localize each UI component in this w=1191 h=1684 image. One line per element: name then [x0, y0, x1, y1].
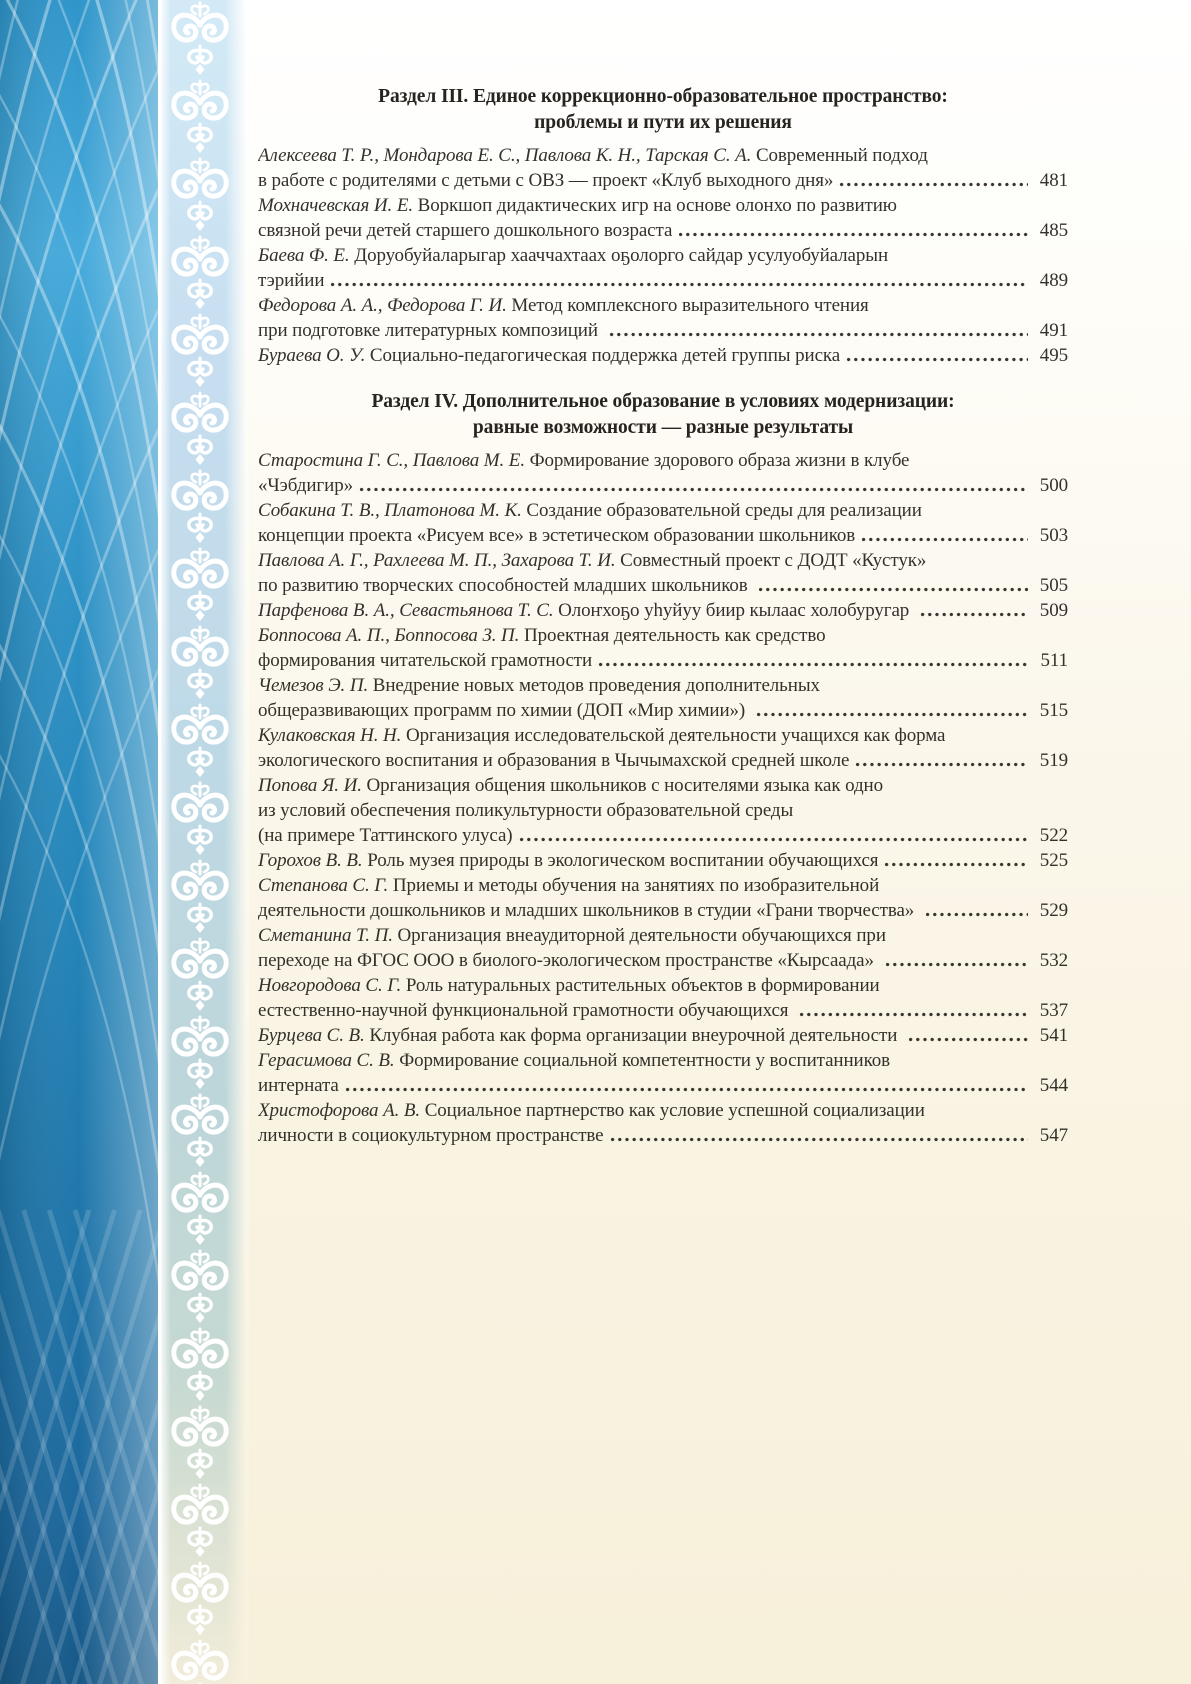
section-title — [258, 389, 1068, 441]
decorative-left-border — [0, 0, 246, 1684]
entry-authors: Кулаковская Н. Н. — [258, 725, 406, 746]
toc-entry-line — [258, 673, 1068, 698]
dot-leader — [342, 1073, 1028, 1098]
entry-authors: Старостина Г. С., Павлова М. Е. — [258, 450, 530, 471]
entry-text: Герасимова С. В. Формирование социальной компетентности у воспитанников — [258, 1050, 891, 1071]
page-number: 511 — [1040, 650, 1068, 671]
toc-entry-line — [258, 218, 1068, 243]
toc-entry-line — [258, 243, 1068, 268]
toc-entry-line — [258, 948, 1068, 973]
page-number: 537 — [1039, 1000, 1068, 1021]
entry-text: связной речи детей старшего дошкольного возраста — [258, 220, 673, 241]
toc-entry-line — [258, 798, 1068, 823]
table-of-contents — [258, 84, 1068, 1148]
entry-text: Бурцева С. В. Клубная работа как форма организации внеурочной деятельности — [258, 1025, 902, 1046]
toc-entry-line — [258, 998, 1068, 1023]
dot-leader — [881, 848, 1028, 873]
section-title-line: Раздел IV. Дополнительное образование в условиях модернизации: — [371, 391, 955, 412]
entry-authors: Степанова С. Г. — [258, 875, 393, 896]
dot-leader — [595, 648, 1028, 673]
dot-leader — [922, 898, 1028, 923]
dot-leader — [755, 573, 1028, 598]
entry-text: Алексеева Т. Р., Мондарова Е. С., Павлова К. Н., Тарская С. А. Современный подход — [258, 145, 928, 166]
page-number: 505 — [1039, 575, 1068, 596]
entry-text: личности в социокультурном пространстве — [258, 1125, 604, 1146]
page-number: 485 — [1039, 220, 1068, 241]
entry-text: концепции проекта «Рисуем все» в эстетическом образовании школьников — [258, 525, 856, 546]
page-number: 525 — [1039, 850, 1068, 871]
page-number: 522 — [1039, 825, 1068, 846]
dot-leader — [675, 218, 1028, 243]
page-number: 532 — [1039, 950, 1068, 971]
entry-text: Кулаковская Н. Н. Организация исследовательской деятельности учащихся как форма — [258, 725, 946, 746]
entry-text: Парфенова В. А., Севастьянова Т. С. Олоҥхоҕо уһуйуу биир кылаас холобуругар — [258, 600, 914, 621]
dot-leader — [882, 948, 1028, 973]
toc-entry-line — [258, 1048, 1068, 1073]
dot-leader — [327, 268, 1028, 293]
dot-leader — [516, 823, 1028, 848]
dot-leader — [796, 998, 1028, 1023]
toc-entry-line — [258, 573, 1068, 598]
toc-entry-line — [258, 898, 1068, 923]
toc-entry-line — [258, 873, 1068, 898]
toc-entry-line — [258, 168, 1068, 193]
entry-text: Степанова С. Г. Приемы и методы обучения на занятиях по изобразительной — [258, 875, 880, 896]
entry-text: (на примере Таттинского улуса) — [258, 825, 513, 846]
entry-text: общеразвивающих программ по химии (ДОП «Мир химии») — [258, 700, 750, 721]
entry-authors: Христофорова А. В. — [258, 1100, 425, 1121]
entry-text: Бураева О. У. Социально-педагогическая поддержка детей группы риска — [258, 345, 841, 366]
entry-text: Собакина Т. В., Платонова М. К. Создание образовательной среды для реализации — [258, 500, 922, 521]
dot-leader — [607, 1123, 1028, 1148]
toc-entry-line — [258, 448, 1068, 473]
dot-leader — [917, 598, 1028, 623]
dot-leader — [905, 1023, 1028, 1048]
entry-text: в работе с родителями с детьми с ОВЗ — проект «Клуб выходного дня» — [258, 170, 834, 191]
page-number: 544 — [1039, 1075, 1068, 1096]
entry-authors: Алексеева Т. Р., Мондарова Е. С., Павлова К. Н., Тарская С. А. — [258, 145, 756, 166]
page-number: 515 — [1039, 700, 1068, 721]
toc-entry-line — [258, 723, 1068, 748]
entry-authors: Новгородова С. Г. — [258, 975, 406, 996]
section-title-line: равные возможности — разные результаты — [472, 417, 854, 438]
dot-leader — [836, 168, 1028, 193]
toc-entry-line — [258, 1123, 1068, 1148]
entry-authors: Бураева О. У. — [258, 345, 370, 366]
entry-authors: Баева Ф. Е. — [258, 245, 355, 266]
entry-text: «Чэбдигир» — [258, 475, 353, 496]
entry-text: по развитию творческих способностей младших школьников — [258, 575, 753, 596]
page-number: 481 — [1039, 170, 1068, 191]
entry-text: Сметанина Т. П. Организация внеаудиторной деятельности обучающихся при — [258, 925, 886, 946]
toc-entry-line — [258, 1023, 1068, 1048]
dot-leader — [852, 748, 1028, 773]
dot-leader — [843, 343, 1028, 368]
section-title — [258, 84, 1068, 136]
yakut-scroll-ornament-pattern — [167, 0, 233, 1684]
page-number: 489 — [1039, 270, 1068, 291]
page-number: 503 — [1039, 525, 1068, 546]
toc-entry-line — [258, 268, 1068, 293]
toc-entry-line — [258, 293, 1068, 318]
toc-entry-line — [258, 848, 1068, 873]
entry-authors: Горохов В. В. — [258, 850, 368, 871]
entry-authors: Собакина Т. В., Платонова М. К. — [258, 500, 527, 521]
toc-entry-line — [258, 143, 1068, 168]
page-number: 541 — [1039, 1025, 1068, 1046]
toc-entry-line — [258, 923, 1068, 948]
toc-entry-line — [258, 193, 1068, 218]
toc-entry-line — [258, 523, 1068, 548]
toc-entry-line — [258, 698, 1068, 723]
dot-leader — [858, 523, 1028, 548]
entry-text: Боппосова А. П., Боппосова З. П. Проектная деятельность как средство — [258, 625, 826, 646]
entry-authors: Федорова А. А., Федорова Г. И. — [258, 295, 512, 316]
entry-authors: Попова Я. И. — [258, 775, 367, 796]
entry-text: при подготовке литературных композиций — [258, 320, 603, 341]
toc-entry-line — [258, 973, 1068, 998]
page-number: 509 — [1039, 600, 1068, 621]
toc-entry-line — [258, 343, 1068, 368]
entry-text: Старостина Г. С., Павлова М. Е. Формирование здорового образа жизни в клубе — [258, 450, 910, 471]
section-title-line: проблемы и пути их решения — [534, 112, 792, 133]
toc-section-1 — [258, 84, 1068, 368]
wave-pattern-art — [0, 0, 158, 1684]
entry-text: Горохов В. В. Роль музея природы в экологическом воспитании обучающихся — [258, 850, 879, 871]
page-number: 547 — [1039, 1125, 1068, 1146]
entry-authors: Парфенова В. А., Севастьянова Т. С. — [258, 600, 559, 621]
entry-text: интерната — [258, 1075, 339, 1096]
toc-entry-line — [258, 318, 1068, 343]
dot-leader — [606, 318, 1028, 343]
toc-entry-line — [258, 823, 1068, 848]
toc-entry-line — [258, 1073, 1068, 1098]
toc-entry-line — [258, 598, 1068, 623]
page-number: 491 — [1039, 320, 1068, 341]
entry-text: Чемезов Э. П. Внедрение новых методов проведения дополнительных — [258, 675, 820, 696]
entry-text: Новгородова С. Г. Роль натуральных растительных объектов в формировании — [258, 975, 880, 996]
toc-entry-line — [258, 1098, 1068, 1123]
entry-text: тэрийии — [258, 270, 325, 291]
toc-entry-line — [258, 773, 1068, 798]
toc-entry-line — [258, 748, 1068, 773]
ornament-border — [158, 0, 249, 1684]
entry-text: экологического воспитания и образования в Чычымахской средней школе — [258, 750, 850, 771]
page-number: 495 — [1039, 345, 1068, 366]
entry-authors: Сметанина Т. П. — [258, 925, 398, 946]
entry-text: естественно-научной функциональной грамотности обучающихся — [258, 1000, 794, 1021]
entry-authors: Павлова А. Г., Рахлеева М. П., Захарова Т. И. — [258, 550, 621, 571]
toc-entry-line — [258, 648, 1068, 673]
entry-authors: Бурцева С. В. — [258, 1025, 370, 1046]
dot-leader — [356, 473, 1028, 498]
toc-entry-line — [258, 623, 1068, 648]
toc-entry-line — [258, 548, 1068, 573]
entry-text: Мохначевская И. Е. Воркшоп дидактических игр на основе олонхо по развитию — [258, 195, 897, 216]
entry-text: деятельности дошкольников и младших школьников в студии «Грани творчества» — [258, 900, 919, 921]
section-title-line: Раздел III. Единое коррекционно-образовательное пространство: — [378, 86, 948, 107]
entry-text: Федорова А. А., Федорова Г. И. Метод комплексного выразительного чтения — [258, 295, 869, 316]
entry-text: Христофорова А. В. Социальное партнерство как условие успешной социализации — [258, 1100, 925, 1121]
page-number: 529 — [1039, 900, 1068, 921]
page-number: 500 — [1039, 475, 1068, 496]
entry-text: Попова Я. И. Организация общения школьников с носителями языка как одно — [258, 775, 884, 796]
ornament-right-fade — [225, 0, 249, 1684]
entry-authors: Мохначевская И. Е. — [258, 195, 418, 216]
toc-entry-line — [258, 473, 1068, 498]
entry-text: Баева Ф. Е. Доруобуйаларыгар хааччахтаах оҕолорго сайдар усулуобуйаларын — [258, 245, 889, 266]
entry-authors: Боппосова А. П., Боппосова З. П. — [258, 625, 524, 646]
entry-authors: Чемезов Э. П. — [258, 675, 373, 696]
toc-section-2 — [258, 389, 1068, 1148]
entry-text: формирования читательской грамотности — [258, 650, 593, 671]
page-number: 519 — [1039, 750, 1068, 771]
entry-text: из условий обеспечения поликультурности образовательной среды — [258, 800, 794, 821]
entry-text: Павлова А. Г., Рахлеева М. П., Захарова Т. И. Совместный проект с ДОДТ «Кустук» — [258, 550, 927, 571]
dot-leader — [753, 698, 1028, 723]
entry-authors: Герасимова С. В. — [258, 1050, 400, 1071]
toc-entry-line — [258, 498, 1068, 523]
entry-text: переходе на ФГОС ООО в биолого-экологическом пространстве «Кырсаада» — [258, 950, 879, 971]
